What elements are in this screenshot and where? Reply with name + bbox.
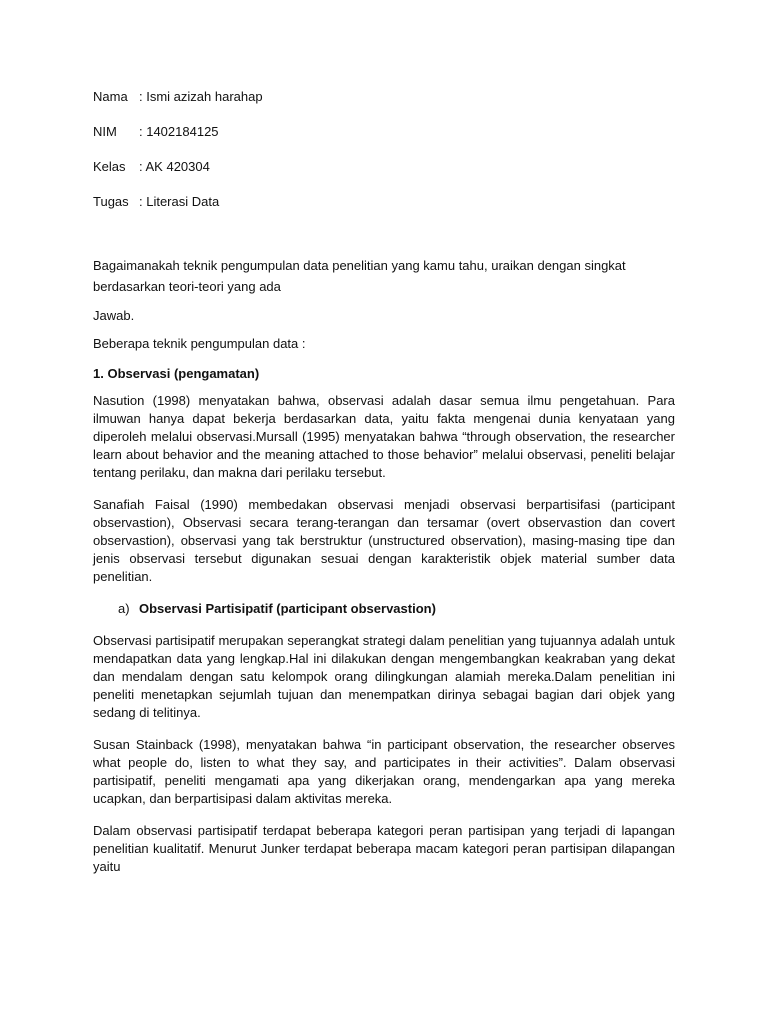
info-value: : 1402184125: [139, 124, 219, 139]
paragraph: Sanafiah Faisal (1990) membedakan observasi menjadi observasi berpartisifasi (participant observastion), Observasi secara terang-terangan dan tersamar (overt observastion dan covert observastion), observasi yang tak berstruktur (unstructured observation), masing-masing tipe dan jenis observasi tersebut digunakan sesuai dengan karakteristik objek material sumber data penelitian.: [93, 497, 675, 584]
subsection-marker: a): [118, 601, 130, 616]
subsection-title: Observasi Partisipatif (participant observastion): [139, 601, 436, 616]
info-label: Kelas: [93, 159, 126, 174]
info-row-tugas: [93, 193, 675, 226]
paragraph: Susan Stainback (1998), menyatakan bahwa “in participant observation, the researcher observes what people do, listen to what they say, and participates in their activities”. Dalam observasi partisipatif, peneliti mengamati apa yang dikerjakan orang, mendengarkan apa yang mereka ucapkan, dan berpartisipasi dalam aktivitas mereka.: [93, 737, 675, 806]
question-text: Bagaimanakah teknik pengumpulan data penelitian yang kamu tahu, uraikan dengan singkat berdasarkan teori-teori yang ada: [93, 258, 626, 294]
document-body: [93, 86, 675, 876]
section-heading: 1. Observasi (pengamatan): [93, 366, 260, 381]
info-value: : AK 420304: [139, 159, 210, 174]
answer-label: Jawab.: [93, 308, 135, 323]
paragraph: Nasution (1998) menyatakan bahwa, observasi adalah dasar semua ilmu pengetahuan. Para ilmuwan hanya dapat bekerja berdasarkan data, yaitu fakta mengenai dunia kenyataan yang diperoleh melalui observasi.Mursall (1995) menyatakan bahwa “through observation, the researcher learn about behavior and the meaning attached to those behavior” melalui observasi, peneliti belajar tentang perilaku, dan makna dari perilaku tersebut.: [93, 393, 675, 480]
info-row-kelas: [93, 158, 675, 191]
paragraph: Dalam observasi partisipatif terdapat beberapa kategori peran partisipan yang terjadi di lapangan penelitian kualitatif. Menurut Junker terdapat beberapa macam kategori peran partisipan dilapangan yaitu: [93, 823, 675, 874]
info-label: Nama: [93, 89, 128, 104]
info-value: : Literasi Data: [139, 194, 220, 209]
info-row-nama: [93, 88, 675, 121]
info-label: NIM: [93, 124, 117, 139]
paragraph: Observasi partisipatif merupakan seperangkat strategi dalam penelitian yang tujuannya adalah untuk mendapatkan data yang lengkap.Hal ini dilakukan dengan mengembangkan keakraban yang dekat dan mendalam dengan satu kelompok orang dilingkungan alamiah mereka.Dalam penelitian ini peneliti menetapkan sejumlah tujuan dan menempatkan dirinya sebagai bagian dari objek yang sedang di telitinya.: [93, 633, 675, 720]
intro-text: Beberapa teknik pengumpulan data :: [93, 336, 306, 351]
info-row-nim: [93, 123, 675, 156]
subsection-heading: [93, 600, 675, 618]
info-label: Tugas: [93, 194, 129, 209]
info-value: : Ismi azizah harahap: [139, 89, 263, 104]
